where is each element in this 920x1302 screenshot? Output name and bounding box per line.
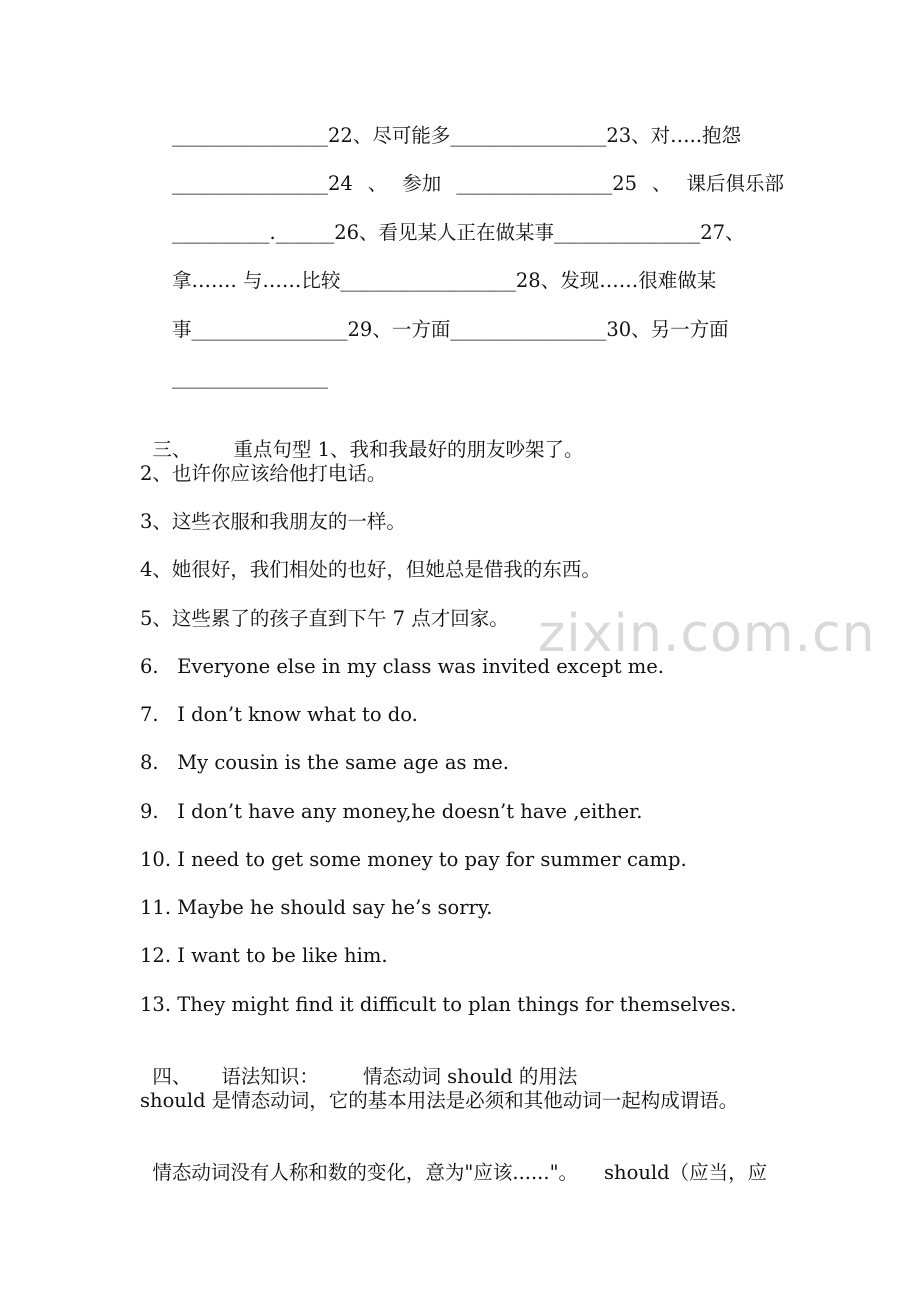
grammar-paragraph-2 — [140, 1137, 767, 1185]
sentence-item: 7. I don’t know what to do. — [140, 703, 418, 726]
comma: 、 — [652, 172, 672, 195]
vocab-line-5: 事________________29、一方面________________30、另一方面 — [172, 318, 729, 341]
sentence-item: 10. I need to get some money to pay for summer camp. — [140, 848, 687, 871]
sentence-item: 5、这些累了的孩子直到下午 7 点才回家。 — [140, 607, 509, 630]
vocab-line-3: __________.______26、看见某人正在做某事_______________27、 — [172, 221, 745, 244]
vocab-term-24: 参加 — [402, 172, 442, 195]
sentence-item: 3、这些衣服和我朋友的一样。 — [140, 510, 406, 533]
vocab-line-4: 拿……. 与……比较__________________28、发现……很难做某 — [172, 269, 717, 292]
section-4-heading — [140, 1041, 577, 1089]
section-4-label: 语法知识： — [221, 1065, 319, 1088]
section-3-number: 三、 — [152, 438, 192, 461]
sentence-item: 13. They might find it difficult to plan things for themselves. — [140, 993, 737, 1016]
grammar-text-cont: should（应当，应 — [604, 1161, 768, 1184]
vocab-blank-24: ________________24 — [172, 172, 353, 195]
sentence-item: 9. I don’t have any money,he doesn’t have ,either. — [140, 800, 643, 823]
vocab-blank-25: ________________25 — [456, 172, 638, 195]
vocab-line-6: ________________ — [172, 366, 328, 389]
vocab-term-25: 课后俱乐部 — [686, 172, 784, 195]
section-4-number: 四、 — [152, 1065, 192, 1088]
section-3-title: 重点句型 1、我和我最好的朋友吵架了。 — [233, 438, 584, 461]
comma: 、 — [367, 172, 388, 195]
sentence-item: 8. My cousin is the same age as me. — [140, 751, 509, 774]
grammar-paragraph-1: should 是情态动词，它的基本用法是必须和其他动词一起构成谓语。 — [140, 1089, 739, 1112]
vocab-line-1: ________________22、尽可能多________________23、对…..抱怨 — [172, 124, 742, 147]
sentence-item: 12. I want to be like him. — [140, 944, 388, 967]
watermark: zixin.com.cn — [538, 604, 876, 664]
sentence-item: 4、她很好，我们相处的也好，但她总是借我的东西。 — [140, 558, 601, 581]
sentence-item: 6. Everyone else in my class was invited except me. — [140, 655, 664, 678]
vocab-line-2 — [172, 172, 784, 196]
sentence-item: 2、也许你应该给他打电话。 — [140, 462, 387, 485]
grammar-text: 情态动词没有人称和数的变化，意为"应该......"。 — [152, 1161, 579, 1184]
section-3-heading — [140, 414, 584, 462]
section-4-title: 情态动词 should 的用法 — [362, 1065, 578, 1088]
sentence-item: 11. Maybe he should say he’s sorry. — [140, 896, 493, 919]
